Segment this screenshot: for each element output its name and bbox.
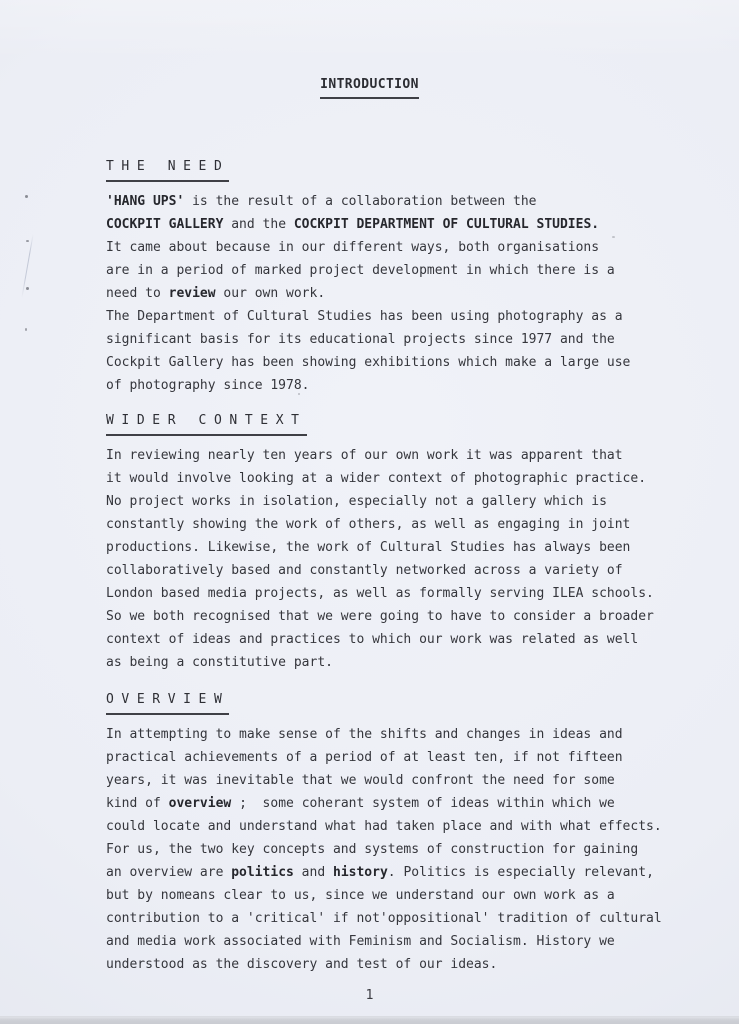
body-text: could locate and understand what had taken place and with what effects. [106, 819, 662, 834]
body-text: is the result of a collaboration between the [184, 194, 537, 209]
emphasized-text: history [333, 865, 388, 880]
scan-bottom-edge [0, 1016, 739, 1024]
section-overview [106, 688, 699, 976]
text-line [106, 605, 699, 628]
text-line [106, 953, 699, 976]
page-title [0, 0, 739, 99]
scan-speck [298, 393, 300, 395]
body-text: For us, the two key concepts and systems of construction for gaining [106, 842, 639, 857]
text-line [106, 651, 699, 674]
section-heading-text: OVERVIEW [106, 688, 229, 715]
emphasized-text: COCKPIT GALLERY [106, 217, 224, 232]
body-text: as being a constitutive part. [106, 655, 333, 670]
body-text: our own work. [215, 286, 326, 301]
text-line [106, 746, 699, 769]
body-text: and the [223, 217, 294, 232]
body-text: practical achievements of a period of at least ten, if not fifteen [106, 750, 623, 765]
body-text: The Department of Cultural Studies has been using photography as a [106, 309, 623, 324]
text-line [106, 374, 699, 397]
text-line [106, 838, 699, 861]
body-text: ; some coherant system of ideas within which we [231, 796, 615, 811]
body-text: contribution to a 'critical' if not'oppositional' tradition of cultural [106, 911, 662, 926]
section-heading [106, 688, 699, 715]
section-heading [106, 155, 699, 182]
body-text: constantly showing the work of others, as well as engaging in joint [106, 517, 631, 532]
emphasized-text: overview [168, 796, 232, 811]
text-line [106, 884, 699, 907]
body-text: context of ideas and practices to which our work was related as well [106, 632, 639, 647]
text-line [106, 444, 699, 467]
body-text: . Politics is especially relevant, [387, 865, 654, 880]
text-line [106, 723, 699, 746]
emphasized-text: 'HANG UPS' [106, 194, 185, 209]
body-text: are in a period of marked project development in which there is a [106, 263, 615, 278]
text-line [106, 351, 699, 374]
body-text: It came about because in our different ways, both organisations [106, 240, 600, 255]
emphasized-text: COCKPIT DEPARTMENT OF CULTURAL STUDIES. [293, 217, 600, 232]
text-line [106, 628, 699, 651]
text-line [106, 769, 699, 792]
text-line [106, 282, 699, 305]
text-line [106, 328, 699, 351]
section-wider-context [106, 409, 699, 674]
body-text: and media work associated with Feminism and Socialism. History we [106, 934, 615, 949]
section-heading [106, 409, 699, 436]
section-heading-text: THE NEED [106, 155, 229, 182]
body-text: need to [106, 286, 169, 301]
text-line [106, 907, 699, 930]
body-text: years, it was inevitable that we would confront the need for some [106, 773, 615, 788]
text-line [106, 305, 699, 328]
text-line [106, 513, 699, 536]
text-line [106, 861, 699, 884]
body-text: collaboratively based and constantly networked across a variety of [106, 563, 623, 578]
document-body [106, 155, 699, 976]
emphasized-text: politics [231, 865, 294, 880]
scan-speck [25, 195, 28, 198]
body-text: and [293, 865, 333, 880]
scan-speck [26, 287, 29, 290]
body-text: kind of [106, 796, 169, 811]
body-text: In reviewing nearly ten years of our own work it was apparent that [106, 448, 623, 463]
scan-speck [25, 328, 27, 331]
body-text: of photography since 1978. [106, 378, 310, 393]
text-line [106, 190, 699, 213]
body-text: productions. Likewise, the work of Cultural Studies has always been [106, 540, 631, 555]
text-line [106, 236, 699, 259]
text-line [106, 536, 699, 559]
text-line [106, 259, 699, 282]
scan-speck [612, 236, 615, 238]
scan-speck [26, 240, 29, 242]
page-number: 1 [365, 988, 374, 1003]
section-heading-text: WIDER CONTEXT [106, 409, 307, 436]
text-line [106, 213, 699, 236]
text-line [106, 582, 699, 605]
body-text: significant basis for its educational projects since 1977 and the [106, 332, 615, 347]
body-text: London based media projects, as well as formally serving ILEA schools. [106, 586, 654, 601]
paragraph [106, 444, 699, 674]
body-text: No project works in isolation, especially not a gallery which is [106, 494, 607, 509]
text-line [106, 815, 699, 838]
body-text: an overview are [106, 865, 232, 880]
body-text: but by nomeans clear to us, since we understand our own work as a [106, 888, 615, 903]
body-text: it would involve looking at a wider context of photographic practice. [106, 471, 647, 486]
text-line [106, 490, 699, 513]
body-text: In attempting to make sense of the shifts and changes in ideas and [106, 727, 623, 742]
text-line [106, 467, 699, 490]
body-text: Cockpit Gallery has been showing exhibitions which make a large use [106, 355, 631, 370]
text-line [106, 559, 699, 582]
section-the-need [106, 155, 699, 397]
body-text: So we both recognised that we were going to have to consider a broader [106, 609, 654, 624]
paragraph [106, 190, 699, 397]
paragraph [106, 723, 699, 976]
text-line [106, 792, 699, 815]
text-line [106, 930, 699, 953]
page-title-text: INTRODUCTION [320, 73, 419, 99]
body-text: understood as the discovery and test of our ideas. [106, 957, 498, 972]
emphasized-text: review [168, 286, 216, 301]
